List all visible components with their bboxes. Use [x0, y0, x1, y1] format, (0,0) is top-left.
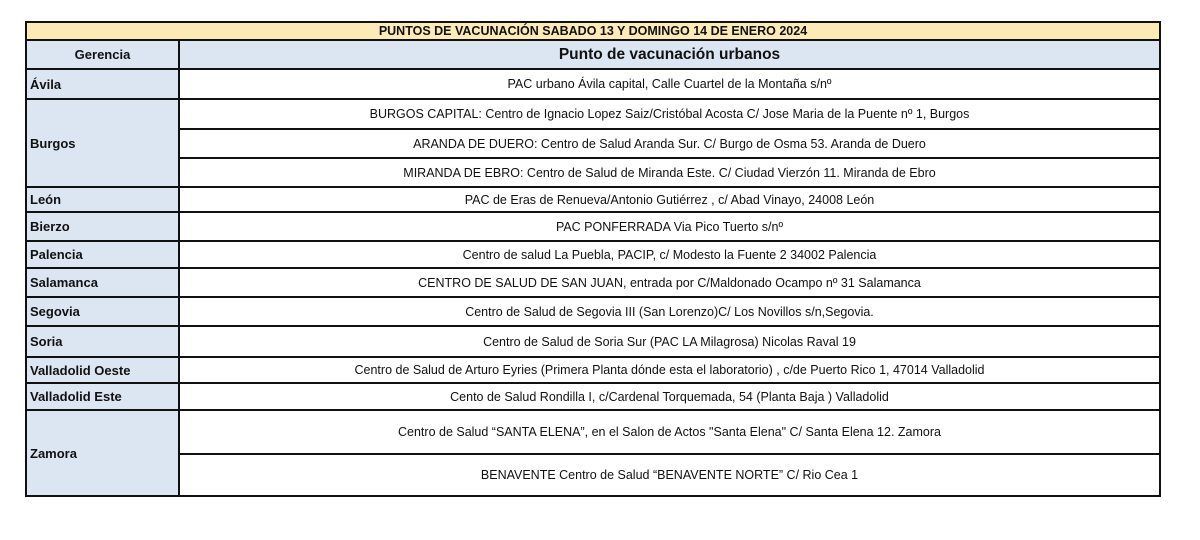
table-row: [26, 69, 1160, 99]
vaccination-point-cell: PAC de Eras de Renueva/Antonio Gutiérrez , c/ Abad Vinayo, 24008 León: [179, 187, 1160, 212]
table-row: [26, 212, 1160, 241]
vaccination-point-cell: BURGOS CAPITAL: Centro de Ignacio Lopez Saiz/Cristóbal Acosta C/ Jose Maria de la Puente nº 1, Burgos: [179, 99, 1160, 129]
gerencia-cell: Bierzo: [26, 212, 179, 241]
table-row: [26, 158, 1160, 187]
table-row: [26, 99, 1160, 129]
table-row: [26, 241, 1160, 268]
header-punto: Punto de vacunación urbanos: [179, 40, 1160, 69]
vaccination-point-cell: CENTRO DE SALUD DE SAN JUAN, entrada por C/Maldonado Ocampo nº 31 Salamanca: [179, 268, 1160, 297]
gerencia-cell: Palencia: [26, 241, 179, 268]
vaccination-point-cell: Centro de Salud de Soria Sur (PAC LA Milagrosa) Nicolas Raval 19: [179, 326, 1160, 357]
gerencia-cell: León: [26, 187, 179, 212]
table-row: [26, 129, 1160, 158]
vaccination-point-cell: MIRANDA DE EBRO: Centro de Salud de Miranda Este. C/ Ciudad Vierzón 11. Miranda de Ebro: [179, 158, 1160, 187]
vaccination-point-cell: PAC urbano Ávila capital, Calle Cuartel de la Montaña s/nº: [179, 69, 1160, 99]
title-row: [26, 22, 1160, 40]
table-row: [26, 326, 1160, 357]
header-row: [26, 40, 1160, 69]
vaccination-point-cell: PAC PONFERRADA Via Pico Tuerto s/nº: [179, 212, 1160, 241]
gerencia-cell: Soria: [26, 326, 179, 357]
table-row: [26, 410, 1160, 454]
table-row: [26, 187, 1160, 212]
table-row: [26, 357, 1160, 383]
table-title: PUNTOS DE VACUNACIÓN SABADO 13 Y DOMINGO 14 DE ENERO 2024: [26, 22, 1160, 40]
table-row: [26, 383, 1160, 410]
gerencia-cell: Segovia: [26, 297, 179, 326]
table-row: [26, 454, 1160, 496]
gerencia-cell: Valladolid Oeste: [26, 357, 179, 383]
gerencia-cell: Salamanca: [26, 268, 179, 297]
vaccination-points-table: [25, 21, 1161, 497]
gerencia-cell: Burgos: [26, 99, 179, 187]
vaccination-point-cell: Centro de Salud “SANTA ELENA”, en el Salon de Actos "Santa Elena" C/ Santa Elena 12. Zamora: [179, 410, 1160, 454]
vaccination-point-cell: ARANDA DE DUERO: Centro de Salud Aranda Sur. C/ Burgo de Osma 53. Aranda de Duero: [179, 129, 1160, 158]
vaccination-point-cell: Centro de salud La Puebla, PACIP, c/ Modesto la Fuente 2 34002 Palencia: [179, 241, 1160, 268]
table-row: [26, 297, 1160, 326]
vaccination-point-cell: Centro de Salud de Segovia III (San Lorenzo)C/ Los Novillos s/n,Segovia.: [179, 297, 1160, 326]
gerencia-cell: Valladolid Este: [26, 383, 179, 410]
header-gerencia: Gerencia: [26, 40, 179, 69]
vaccination-point-cell: Cento de Salud Rondilla I, c/Cardenal Torquemada, 54 (Planta Baja ) Valladolid: [179, 383, 1160, 410]
table-row: [26, 268, 1160, 297]
gerencia-cell: Zamora: [26, 410, 179, 496]
vaccination-point-cell: Centro de Salud de Arturo Eyries (Primera Planta dónde esta el laboratorio) , c/de Puerto Rico 1, 47014 Valladolid: [179, 357, 1160, 383]
gerencia-cell: Ávila: [26, 69, 179, 99]
vaccination-point-cell: BENAVENTE Centro de Salud “BENAVENTE NORTE” C/ Rio Cea 1: [179, 454, 1160, 496]
